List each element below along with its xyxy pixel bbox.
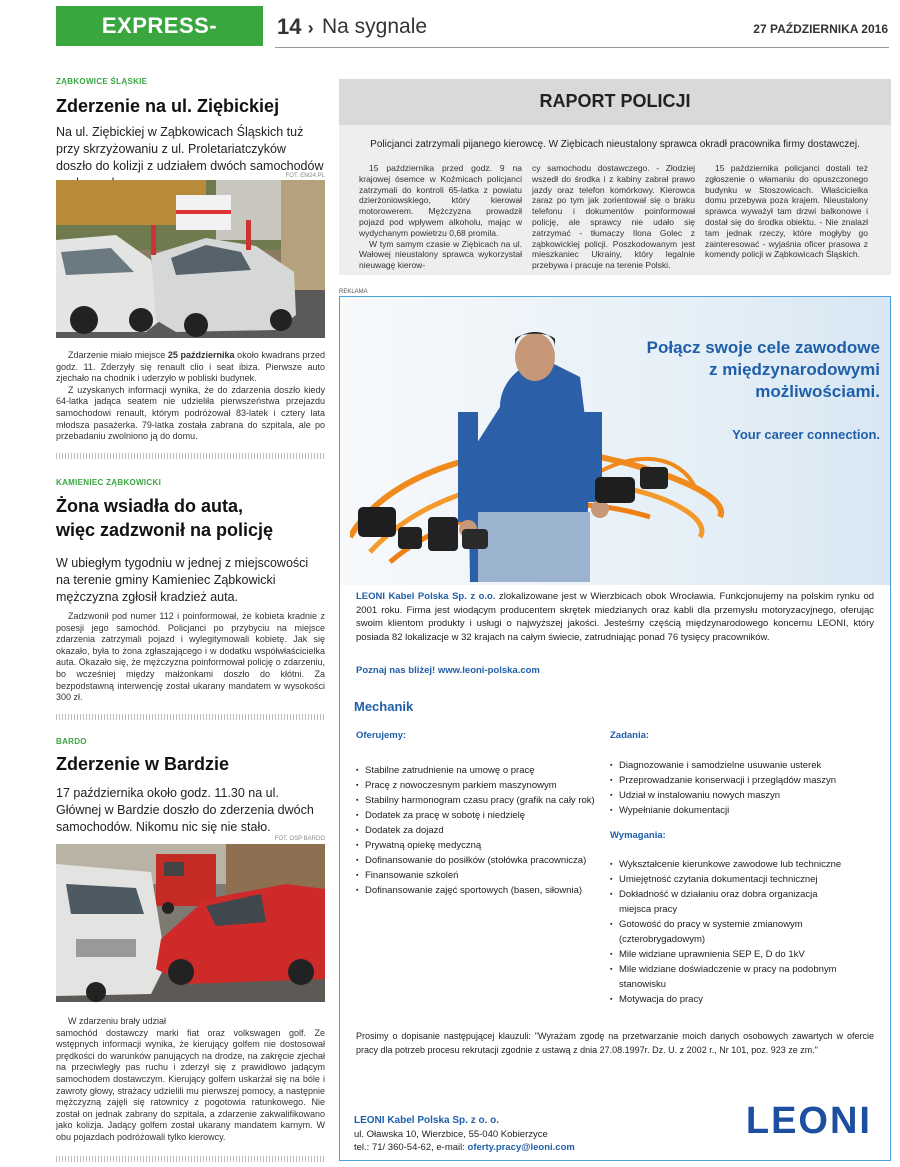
masthead-logo: EXPRESS-MIEJSKI.PL [56,6,263,46]
article1-body [56,350,325,443]
offer-item: ▪ Dodatek za dojazd [356,823,606,838]
task-item: ▪ Wypełnianie dokumentacji [610,803,870,818]
article2-kicker: KAMIENIEC ZĄBKOWICKI [56,478,162,487]
police-report-title: RAPORT POLICJI [539,91,691,111]
offer-item: ▪ Dofinansowanie zajęć sportowych (basen, siłownia) [356,883,606,898]
police-report-box [339,79,891,275]
ad-career-tagline: Your career connection. [732,427,880,442]
police-report-lead: Policjanci zatrzymali pijanego kierowcę. W Ziębicach nieustalony sprawca okradł pracownika firmy dostawczej. [370,139,860,150]
article3-title: Zderzenie w Bardzie [56,754,230,774]
article3-lead: 17 października około godz. 11.30 na ul. Głównej w Bardzie doszło do zderzenia dwóch samochodów. Nikomu nic się nie stało. [56,786,314,834]
article1-lead: Na ul. Ziębickiej w Ząbkowicach Śląskich tuż przy skrzyżowaniu z ul. Proletariatczyków doszło do kolizji z udziałem dwóch samochodów [56,125,324,173]
article1-kicker: ZĄBKOWICE ŚLĄSKIE [56,77,148,86]
article1-paragraph-2: Z uzyskanych informacji wynika, że do zdarzenia doszło kiedy 64-latka jadąca seatem nie udzieliła pierwszeństwa przejazdu samochodowi renault, którym podróżował 83-latek i cztery lata młodsza pasażerka. 79-latka została zabrana do szpitala, ale po przebadaniu zwolniono ją do domu. [56,384,325,442]
ad-slogan: Połącz swoje cele zawodowe z międzynarodowymi możliwościami. [646,338,880,401]
article1-paragraph-1: Zdarzenie miało miejsce 25 października około kwadrans przed godz. 11. Zderzyły się renault clio i seat ibiza. Pierwsze auto zjechało na chodnik i uderzyło w pobliski budynek. [56,350,325,384]
ad-website-link[interactable]: Poznaj nas bliżej! www.leoni-polska.com [356,665,540,676]
offer-item: ▪ Stabilny harmonogram czasu pracy (grafik na cały rok) [356,793,606,808]
ad-job-title: Mechanik [354,699,414,714]
ad-company-intro: LEONI Kabel Polska Sp. z o.o. zlokalizowane jest w Wierzbicach obok Wrocławia. Funkcjonujemy na polskim rynku od 2001 roku. Firma jest wiodącym producentem skrętek miedzianych oraz kabli dla przemysłu motoryzacyjnego, oferując swoim klientom produkty i usługi o najwyższej jakości. Jesteśmy częścią międzynarodowego koncernu LEONI, który posiada 82 lokalizacje w 32 krajach na całym świecie, zatrudniając ponad 76 tysięcy pracowników. [356,591,875,643]
article1-title: Zderzenie na ul. Ziębickiej [56,96,280,116]
ad-tasks-heading: Zadania: [610,730,650,741]
offer-item: ▪ Dodatek za pracę w sobotę i niedzielę [356,808,606,823]
ad-gdpr-clause: Prosimy o dopisanie następującej klauzuli: "Wyrażam zgodę na przetwarzanie moich danych osobowych zawartych w ofercie pracy dla potrzeb procesu rekrutacji zgodnie z ustawą z dnia 27.08.1997r. Dz. U. z 2002 r., Nr 101, poz. 923 ze zm." [356,1031,874,1055]
requirement-item: ▪ Dokładność w działaniu oraz dobra organizacja miejsca pracy [610,887,842,917]
leoni-logo: LEONI [745,1100,872,1142]
ad-email-link[interactable]: oferty.pracy@leoni.com [467,1142,575,1153]
offer-item: ▪ Dofinansowanie do posiłków (stołówka pracownicza) [356,853,606,868]
task-item: ▪ Diagnozowanie i samodzielne usuwanie usterek [610,758,870,773]
article3-photo [56,844,325,1002]
ad-requirements-heading: Wymagania: [610,830,666,841]
ad-tasks-list [610,758,870,818]
ad-requirements-list [610,857,842,1007]
requirement-item: ▪ Mile widziane doświadczenie w pracy na podobnym stanowisku [610,962,842,992]
article-divider [56,714,325,720]
ad-company-name: LEONI Kabel Polska Sp. z o. o. [354,1115,500,1126]
article2-title: Żona wsiadła do auta, więc zadzwonił na policję [56,496,274,540]
police-report-column-1: 15 października przed godz. 9 na krajowej ósemce w Koźmicach policjanci zatrzymali do kontroli 65-latka z powiatu dzierżoniowskiego, który kierował motorowerem. Mężczyzna prowadził pojazd pod wpływem alkoholu, mając w wydychanym powietrzu 0,68 promila. W tym samym czasie w Ziębicach na ul. Wałowej nieustalony sprawca wykorzystał nieuwagę kierow- [359,163,522,271]
header-rule [275,47,889,48]
ad-address: ul. Oławska 10, Wierzbice, 55-040 Kobierzyce [354,1129,548,1140]
ad-label: REKLAMA [339,289,368,295]
requirement-item: ▪ Wykształcenie kierunkowe zawodowe lub techniczne [610,857,842,872]
offer-item: ▪ Prywatną opiekę medyczną [356,838,606,853]
task-item: ▪ Udział w instalowaniu nowych maszyn [610,788,870,803]
police-report-column-2: cy samochodu dostawczego. - Złodziej wszedł do środka i z kabiny zabrał prawo jazdy oraz telefon komórkowy. Kierowca zaraz po tym jak zorientował się o braku telefonu i dokumentów poinformował policję, ale sprawcy nie udało się zatrzymać - tłumaczy Ilona Golec z ząbkowickiej policji. Poszkodowanym jest mieszkaniec Ukrainy, który legalnie przebywa i pracuje na terenie Polski. [532,163,695,271]
offer-item: ▪ Finansowanie szkoleń [356,868,606,883]
article3-kicker: BARDO [56,737,87,746]
ad-offer-heading: Oferujemy: [356,730,407,741]
article3-body: W zdarzeniu brały udział samochód dostawczy marki fiat oraz volkswagen golf. Ze wstępnych informacji wynika, że kierujący golfem nie dostosował prędkości do warunków panujących na drodze, na zakręcie zjechał na przeciwległy pas ruchu i zderzył się z prawidłowo jadącym samochodem dostawczym. Kierujący golfem uskarżał się na bóle i zawroty głowy, strażacy udzielili mu pierwszej pomocy, a następnie mężczyzną zajęli się ratownicy z pogotowia ratunkowego. Nie został on jednak zabrany do szpitala, a zdarzenie zakwalifikowano jako kolizja. Jadący golfem został ukarany mandatem karnym. W obu pojazdach podróżowali tylko kierowcy. [56,1016,325,1142]
article2-lead: W ubiegłym tygodniu w jednej z miejscowości na terenie gminy Kamieniec Ząbkowicki mężczyzna zgłosił kradzież auta. [56,556,309,604]
article1-photo-credit: FOT. EM24.PL [285,173,325,179]
requirement-item: ▪ Umiejętność czytania dokumentacji technicznej [610,872,842,887]
police-report-column-3: 15 października policjanci dostali też zgłoszenie o włamaniu do opuszczonego budynku w Stoszowicach. Właścicielka domu przebywa poza krajem. Nieustalony sprawca wyważył tam drzwi balkonowe i dostał się do środka obiektu. - Nie znalazł tam jednak rzeczy, które mogłyby go zainteresować - wyjaśnia oficer prasowa z komendy policji w Ząbkowicach Śląskich. [705,163,868,260]
article1-photo [56,180,325,338]
leoni-advertisement [339,296,891,1161]
article-divider [56,453,325,459]
requirement-item: ▪ Mile widziane uprawnienia SEP E, D do 1kV [610,947,842,962]
article2-body: Zadzwonił pod numer 112 i poinformował, że kobieta kradnie z posesji jego samochód. Policjanci po przybyciu na miejsce zdarzenia zatrzymali pojazd i wylegitymowali kobietę. Jak się okazało, była to żona zgłaszającego i w dodatku współwłaścicielka auta. Okazało się, że mężczyzna poinformował policję o zdarzeniu, bo wcześniej między małżonkami doszło do kłótni. Za bezpodstawną interwencję został ukarany mandatem w wysokości 300 zł. [56,611,325,703]
task-item: ▪ Przeprowadzanie konserwacji i przeglądów maszyn [610,773,870,788]
article-divider [56,1156,325,1162]
ad-offer-list [356,763,606,898]
ad-contact: tel.: 71/ 360-54-62, e-mail: oferty.pracy@leoni.com [354,1142,575,1153]
section-title: Na sygnale [322,15,428,38]
issue-date: 27 PAŹDZIERNIKA 2016 [753,22,888,36]
requirement-item: ▪ Motywacja do pracy [610,992,842,1007]
offer-item: ▪ Stabilne zatrudnienie na umowę o pracę [356,763,606,778]
requirement-item: ▪ Gotowość do pracy w systemie zmianowym (czterobrygadowym) [610,917,842,947]
article3-photo-credit: FOT. OSP BARDO [274,836,325,842]
page-number: 14 › [277,14,314,39]
offer-item: ▪ Pracę z nowoczesnym parkiem maszynowym [356,778,606,793]
